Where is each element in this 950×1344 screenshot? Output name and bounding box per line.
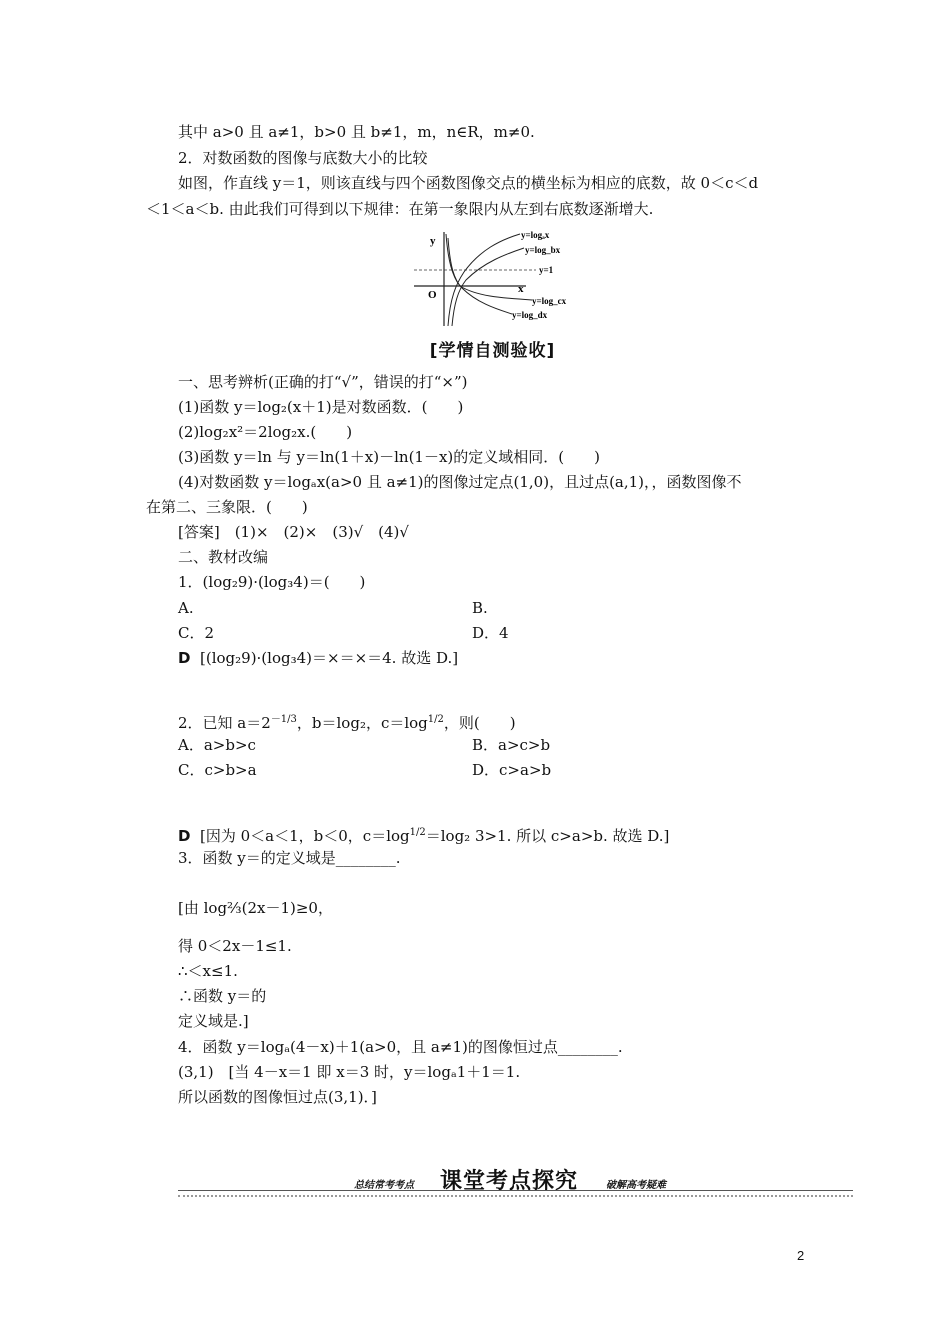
solution-text: [(log₂9)·(log₃4)＝×＝×＝4. 故选 D.]: [200, 649, 459, 667]
exponent: 1/2: [427, 714, 444, 725]
banner-rule: [178, 1190, 853, 1197]
section-header: [学情自测验收]: [429, 341, 556, 361]
x-axis-label: x: [518, 283, 524, 295]
problem-2-text: 2．已知 a＝2: [178, 714, 271, 732]
text-line: ＜1＜a＜b. 由此我们可得到以下规律：在第一象限内从左到右底数逐渐增大.: [146, 200, 654, 218]
answer-key: D: [178, 827, 191, 845]
solution-line: (3,1) [当 4－x＝1 即 x＝3 时，y＝logₐ1＋1＝1.: [178, 1063, 521, 1081]
problem-1-solution: [178, 648, 458, 668]
curve-label-y1: y=1: [539, 265, 554, 275]
solution-line: 得 0＜2x－1≤1.: [178, 937, 292, 955]
problem-4: 4．函数 y＝logₐ(4－x)＋1(a>0，且 a≠1)的图像恒过点________.: [178, 1038, 623, 1056]
solution-text: ＝log₂ 3>1. 所以 c>a>b. 故选 D.]: [425, 827, 670, 845]
option-d: D．c>a>b: [472, 761, 552, 779]
option-b: B.: [472, 599, 488, 617]
curve-log-d: [448, 238, 512, 314]
solution-line: [由 log⅔(2x－1)≥0，: [178, 899, 333, 917]
problem-2-text: ，则( ): [443, 714, 516, 732]
curve-label-b: y=log_bx: [525, 245, 561, 255]
origin-label: O: [428, 289, 437, 301]
exponent: 1/2: [409, 827, 426, 838]
log-graph-figure: [408, 226, 578, 328]
banner-right-text: 破解高考疑难: [606, 1180, 666, 1191]
question-4: (4)对数函数 y＝logₐx(a>0 且 a≠1)的图像过定点(1,0)，且过点(a,1)，，函数图像不: [178, 473, 742, 491]
exponent: －1/3: [270, 714, 297, 725]
answer-key: D: [178, 649, 191, 667]
problem-1: 1．(log₂9)·(log₃4)＝( ): [178, 573, 366, 591]
answers: [答案] (1)× (2)× (3)√ (4)√: [178, 523, 409, 541]
question-2: (2)log₂x²＝2log₂x.( ): [178, 423, 353, 441]
problem-3: 3．函数 y＝的定义域是________.: [178, 849, 401, 867]
solution-line: 定义域是.]: [178, 1012, 249, 1030]
option-c: C．c>b>a: [178, 761, 257, 779]
option-c: C．2: [178, 624, 215, 642]
option-b: B．a>c>b: [472, 736, 551, 754]
curve-log-a: [448, 234, 520, 326]
page-number: 2: [797, 1248, 805, 1263]
solution-line: ∴＜x≤1.: [178, 962, 238, 980]
option-a: A．a>b>c: [178, 736, 256, 754]
section-banner: [178, 1162, 853, 1200]
question-3: (3)函数 y＝ln 与 y＝ln(1＋x)－ln(1－x)的定义域相同．( ): [178, 448, 600, 466]
text-line: 其中 a>0 且 a≠1，b>0 且 b≠1，m，n∈R，m≠0.: [178, 123, 535, 141]
solution-text: [因为 0＜a＜1，b＜0，c＝log: [200, 827, 410, 845]
option-a: A.: [178, 599, 194, 617]
problem-2: [178, 710, 516, 733]
curve-label-c: y=log_cx: [532, 296, 567, 306]
banner-title: 课堂考点探究: [440, 1169, 579, 1194]
section-intro: 一、思考辨析(正确的打“√”，错误的打“×”): [178, 373, 468, 391]
curve-label-d: y=log_dx: [512, 310, 548, 320]
problem-2-solution: [178, 823, 669, 846]
subheading: 2．对数函数的图像与底数大小的比较: [178, 149, 428, 167]
problem-2-text: ，b＝log₂，c＝log: [296, 714, 428, 732]
question-1: (1)函数 y＝log₂(x＋1)是对数函数．( ): [178, 398, 464, 416]
banner-left-text: 总结常考考点: [354, 1180, 414, 1191]
y-axis-label: y: [430, 235, 436, 247]
solution-line: ∴函数 y＝的: [178, 987, 267, 1005]
curve-label-a: y=logₐx: [521, 230, 550, 240]
solution-line: 所以函数的图像恒过点(3,1)．]: [178, 1088, 377, 1106]
subheading-textbook: 二、教材改编: [178, 548, 269, 566]
option-d: D．4: [472, 624, 509, 642]
question-4-cont: 在第二、三象限．( ): [146, 498, 308, 516]
text-line: 如图，作直线 y＝1，则该直线与四个函数图像交点的横坐标为相应的底数，故 0＜c＜d: [178, 174, 759, 192]
